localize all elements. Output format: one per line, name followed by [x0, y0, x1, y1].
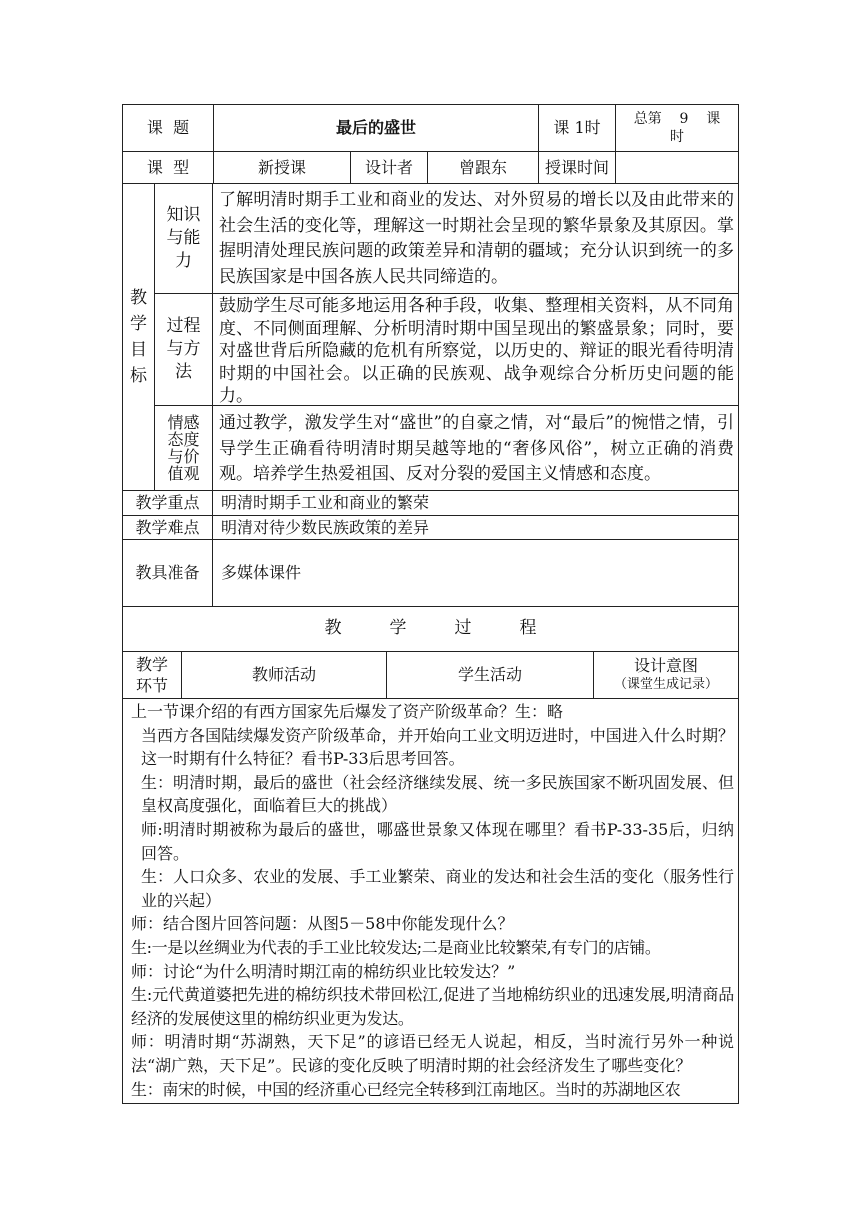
designer-label: 设计者	[364, 157, 413, 177]
key-point-text-cell	[212, 490, 739, 516]
type-label-cell	[122, 151, 214, 184]
total-count-line2: 时	[670, 129, 684, 145]
objective-text-cell-knowledge	[212, 183, 739, 294]
lesson-title: 最后的盛世	[335, 118, 416, 137]
process-paragraph: 生：南宋的时候，中国的经济重心已经完全转移到江南地区。当时的苏湖地区农	[131, 1079, 681, 1099]
designer-label-cell	[350, 151, 428, 184]
process-paragraph: 当西方各国陆续爆发资产阶级革命，并开始向工业文明迈进时，中国进入什么时期？这一时期有什么特征？看书P-33后思考回答。	[141, 725, 734, 769]
col-design-label: 设计意图	[633, 656, 698, 675]
process-paragraph: 生：人口众多、农业的发展、手工业繁荣、商业的发达和社会生活的变化（服务性行业的兴起）	[141, 867, 734, 910]
process-paragraph: 师：讨论“为什么明清时期江南的棉纺织业比较发达？”	[131, 961, 516, 981]
objectives-group-label: 教学目标	[130, 288, 147, 386]
objective-text-cell-attitude	[212, 405, 739, 491]
time-value-cell	[615, 151, 739, 184]
objective-label-cell-knowledge	[154, 183, 213, 294]
process-paragraph: 师：结合图片回答问题：从图5－58中你能发现什么？	[131, 914, 514, 934]
process-paragraph: 师：明清时期“苏湖熟，天下足”的谚语已经无人说起，相反，当时流行另外一种说法“湖广熟，天下足”。民谚的变化反映了明清时期的社会经济发生了哪些变化？	[131, 1032, 734, 1075]
time-label: 授课时间	[544, 157, 609, 177]
total-count-cell	[615, 104, 739, 152]
process-paragraph: 生:元代黄道婆把先进的棉纺织技术带回松江,促进了当地棉纺织业的迅速发展,明清商品经济的发展使这里的棉纺织业更为发达。	[131, 985, 734, 1028]
process-body	[122, 698, 739, 1104]
col-stage-cell	[122, 651, 182, 699]
key-point-label: 教学重点	[135, 493, 200, 512]
difficulty-text-cell	[212, 515, 739, 540]
objective-text-attitude: 通过教学，激发学生对“盛世”的自豪之情，对“最后”的惋惜之情，引导学生正确看待明清时期吴越等地的“奢侈风俗”，树立正确的消费观。培养学生热爱祖国、反对分裂的爱国主义情感和态度。	[219, 413, 734, 484]
topic-label-cell	[122, 104, 214, 152]
difficulty-label: 教学难点	[135, 517, 200, 537]
type-value-cell	[213, 151, 351, 184]
col-student-label: 学生活动	[457, 665, 522, 684]
type-label: 课 型	[146, 157, 190, 177]
col-teacher-label: 教师活动	[251, 665, 316, 684]
difficulty-text: 明清对待少数民族政策的差异	[221, 518, 430, 537]
type-value: 新授课	[257, 157, 306, 177]
objective-label-cell-attitude	[154, 405, 213, 491]
col-teacher-cell	[181, 651, 387, 699]
key-point-label-cell	[122, 490, 213, 516]
hours-cell	[538, 104, 616, 152]
time-label-cell	[538, 151, 616, 184]
tools-label-cell	[122, 539, 213, 607]
process-paragraph: 上一节课介绍的有西方国家先后爆发了资产阶级革命？生：略	[131, 702, 564, 721]
col-stage-label: 教学环节	[135, 655, 168, 695]
process-heading-cell	[122, 606, 739, 652]
objective-label-knowledge: 知识与能力	[166, 205, 201, 271]
process-paragraph: 师:明清时期被称为最后的盛世，哪盛世景象又体现在哪里？看书P-33-35后，归纳回答。	[141, 819, 734, 863]
objective-text-knowledge: 了解明清时期手工业和商业的发达、对外贸易的增长以及由此带来的社会生活的变化等，理解这一时期社会呈现的繁华景象及其原因。掌握明清处理民族问题的政策差异和清朝的疆域；充分认识到统一的多民族国家是中国各族人民共同缔造的。	[219, 190, 734, 287]
lesson-hours: 课 1时	[553, 118, 601, 137]
process-heading: 教学过程	[324, 618, 585, 639]
objective-label-attitude: 情感态度与价值观	[167, 413, 200, 483]
tools-label: 教具准备	[135, 563, 200, 582]
objective-label-process: 过程与方法	[166, 316, 201, 382]
topic-label: 课 题	[146, 118, 190, 137]
objective-text-cell-process	[212, 293, 739, 406]
difficulty-label-cell	[122, 515, 213, 540]
designer-value-cell	[427, 151, 539, 184]
tools-text-cell	[212, 539, 739, 607]
objective-label-cell-process	[154, 293, 213, 406]
title-cell	[213, 104, 539, 152]
total-count-line1: 总第 9 课	[633, 111, 721, 127]
process-paragraph: 生:一是以丝绸业为代表的手工业比较发达;二是商业比较繁荣,有专门的店铺。	[131, 937, 661, 957]
designer-value: 曾跟东	[458, 157, 507, 177]
tools-text: 多媒体课件	[221, 563, 302, 582]
objective-text-process: 鼓励学生尽可能多地运用各种手段，收集、整理相关资料，从不同角度、不同侧面理解、分析明清时期中国呈现出的繁盛景象；同时，要对盛世背后所隐藏的危机有所察觉，以历史的、辩证的眼光看待明清时期的中国社会。以正确的民族观、战争观综合分析历史问题的能力。	[219, 296, 734, 406]
col-student-cell	[386, 651, 594, 699]
objectives-group-cell	[122, 183, 155, 491]
col-design-cell	[593, 651, 739, 699]
process-paragraph: 生：明清时期，最后的盛世（社会经济继续发展、统一多民族国家不断巩固发展、但皇权高度强化，面临着巨大的挑战）	[141, 772, 734, 816]
col-design-sublabel: （课堂生成记录）	[613, 677, 718, 692]
key-point-text: 明清时期手工业和商业的繁荣	[221, 493, 430, 512]
